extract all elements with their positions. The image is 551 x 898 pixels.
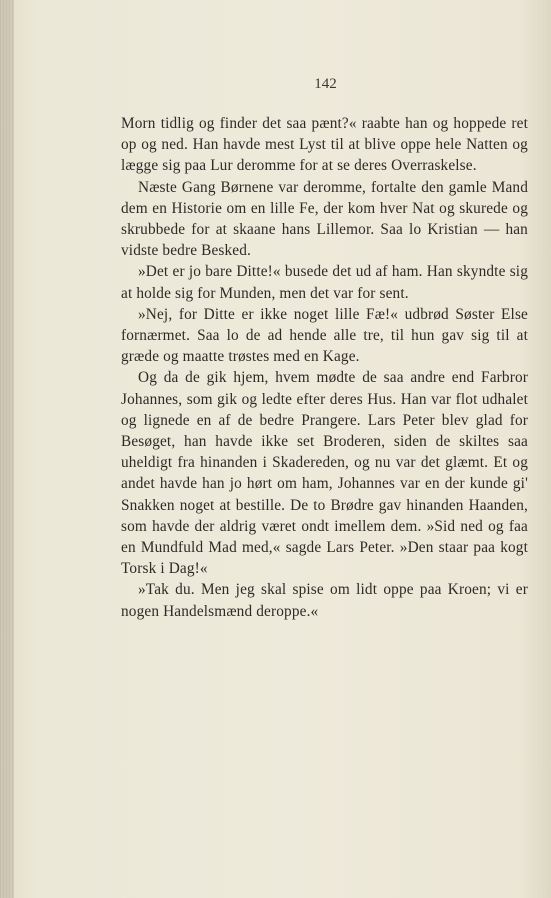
paragraph-6: »Tak du. Men jeg skal spise om lidt oppe paa Kroen; vi er nogen Handelsmænd deroppe.« [121, 581, 528, 620]
page-spine-edge [0, 0, 14, 898]
paragraph-3: »Det er jo bare Ditte!« busede det ud af ham. Han skyndte sig at holde sig for Munden, men det var for sent. [121, 263, 528, 302]
body-text [121, 113, 528, 622]
page-number: 142 [314, 76, 337, 92]
paragraph-2: Næste Gang Børnene var deromme, fortalte den gamle Mand dem en Historie om en lille Fe, der kom hver Nat og skurede og skrubbede for at skaane hans Lillemor. Saa lo Kristian — han vidste bedre Besked. [121, 178, 528, 260]
paragraph-1: Morn tidlig og finder det saa pænt?« raabte han og hoppede ret op og ned. Han havde mest Lyst til at blive oppe hele Natten og lægge sig paa Lur deromme for at se deres Overraskelse. [121, 115, 528, 175]
paragraph-5: Og da de gik hjem, hvem mødte de saa andre end Farbror Johannes, som gik og ledte efter deres Hus. Han var flot udhalet og lignede en af de bedre Prangere. Lars Peter blev glad for Besøget, han havde ikke set Broderen, siden de skiltes saa uheldigt fra hinanden i Skadereden, og nu var det glæmt. Et og andet havde han jo hørt om ham, Johannes var en der kunde gi' Snakken noget at bestille. De to Brødre gav hinanden Haanden, som havde der aldrig været ondt imellem dem. »Sid ned og faa en Mundfuld Mad med,« sagde Lars Peter. »Den staar paa kogt Torsk i Dag!« [121, 369, 528, 578]
paragraph-4: »Nej, for Ditte er ikke noget lille Fæ!« udbrød Søster Else fornærmet. Saa lo de ad hende alle tre, til hun gav sig til at græde og maatte trøstes med en Kage. [121, 305, 528, 366]
